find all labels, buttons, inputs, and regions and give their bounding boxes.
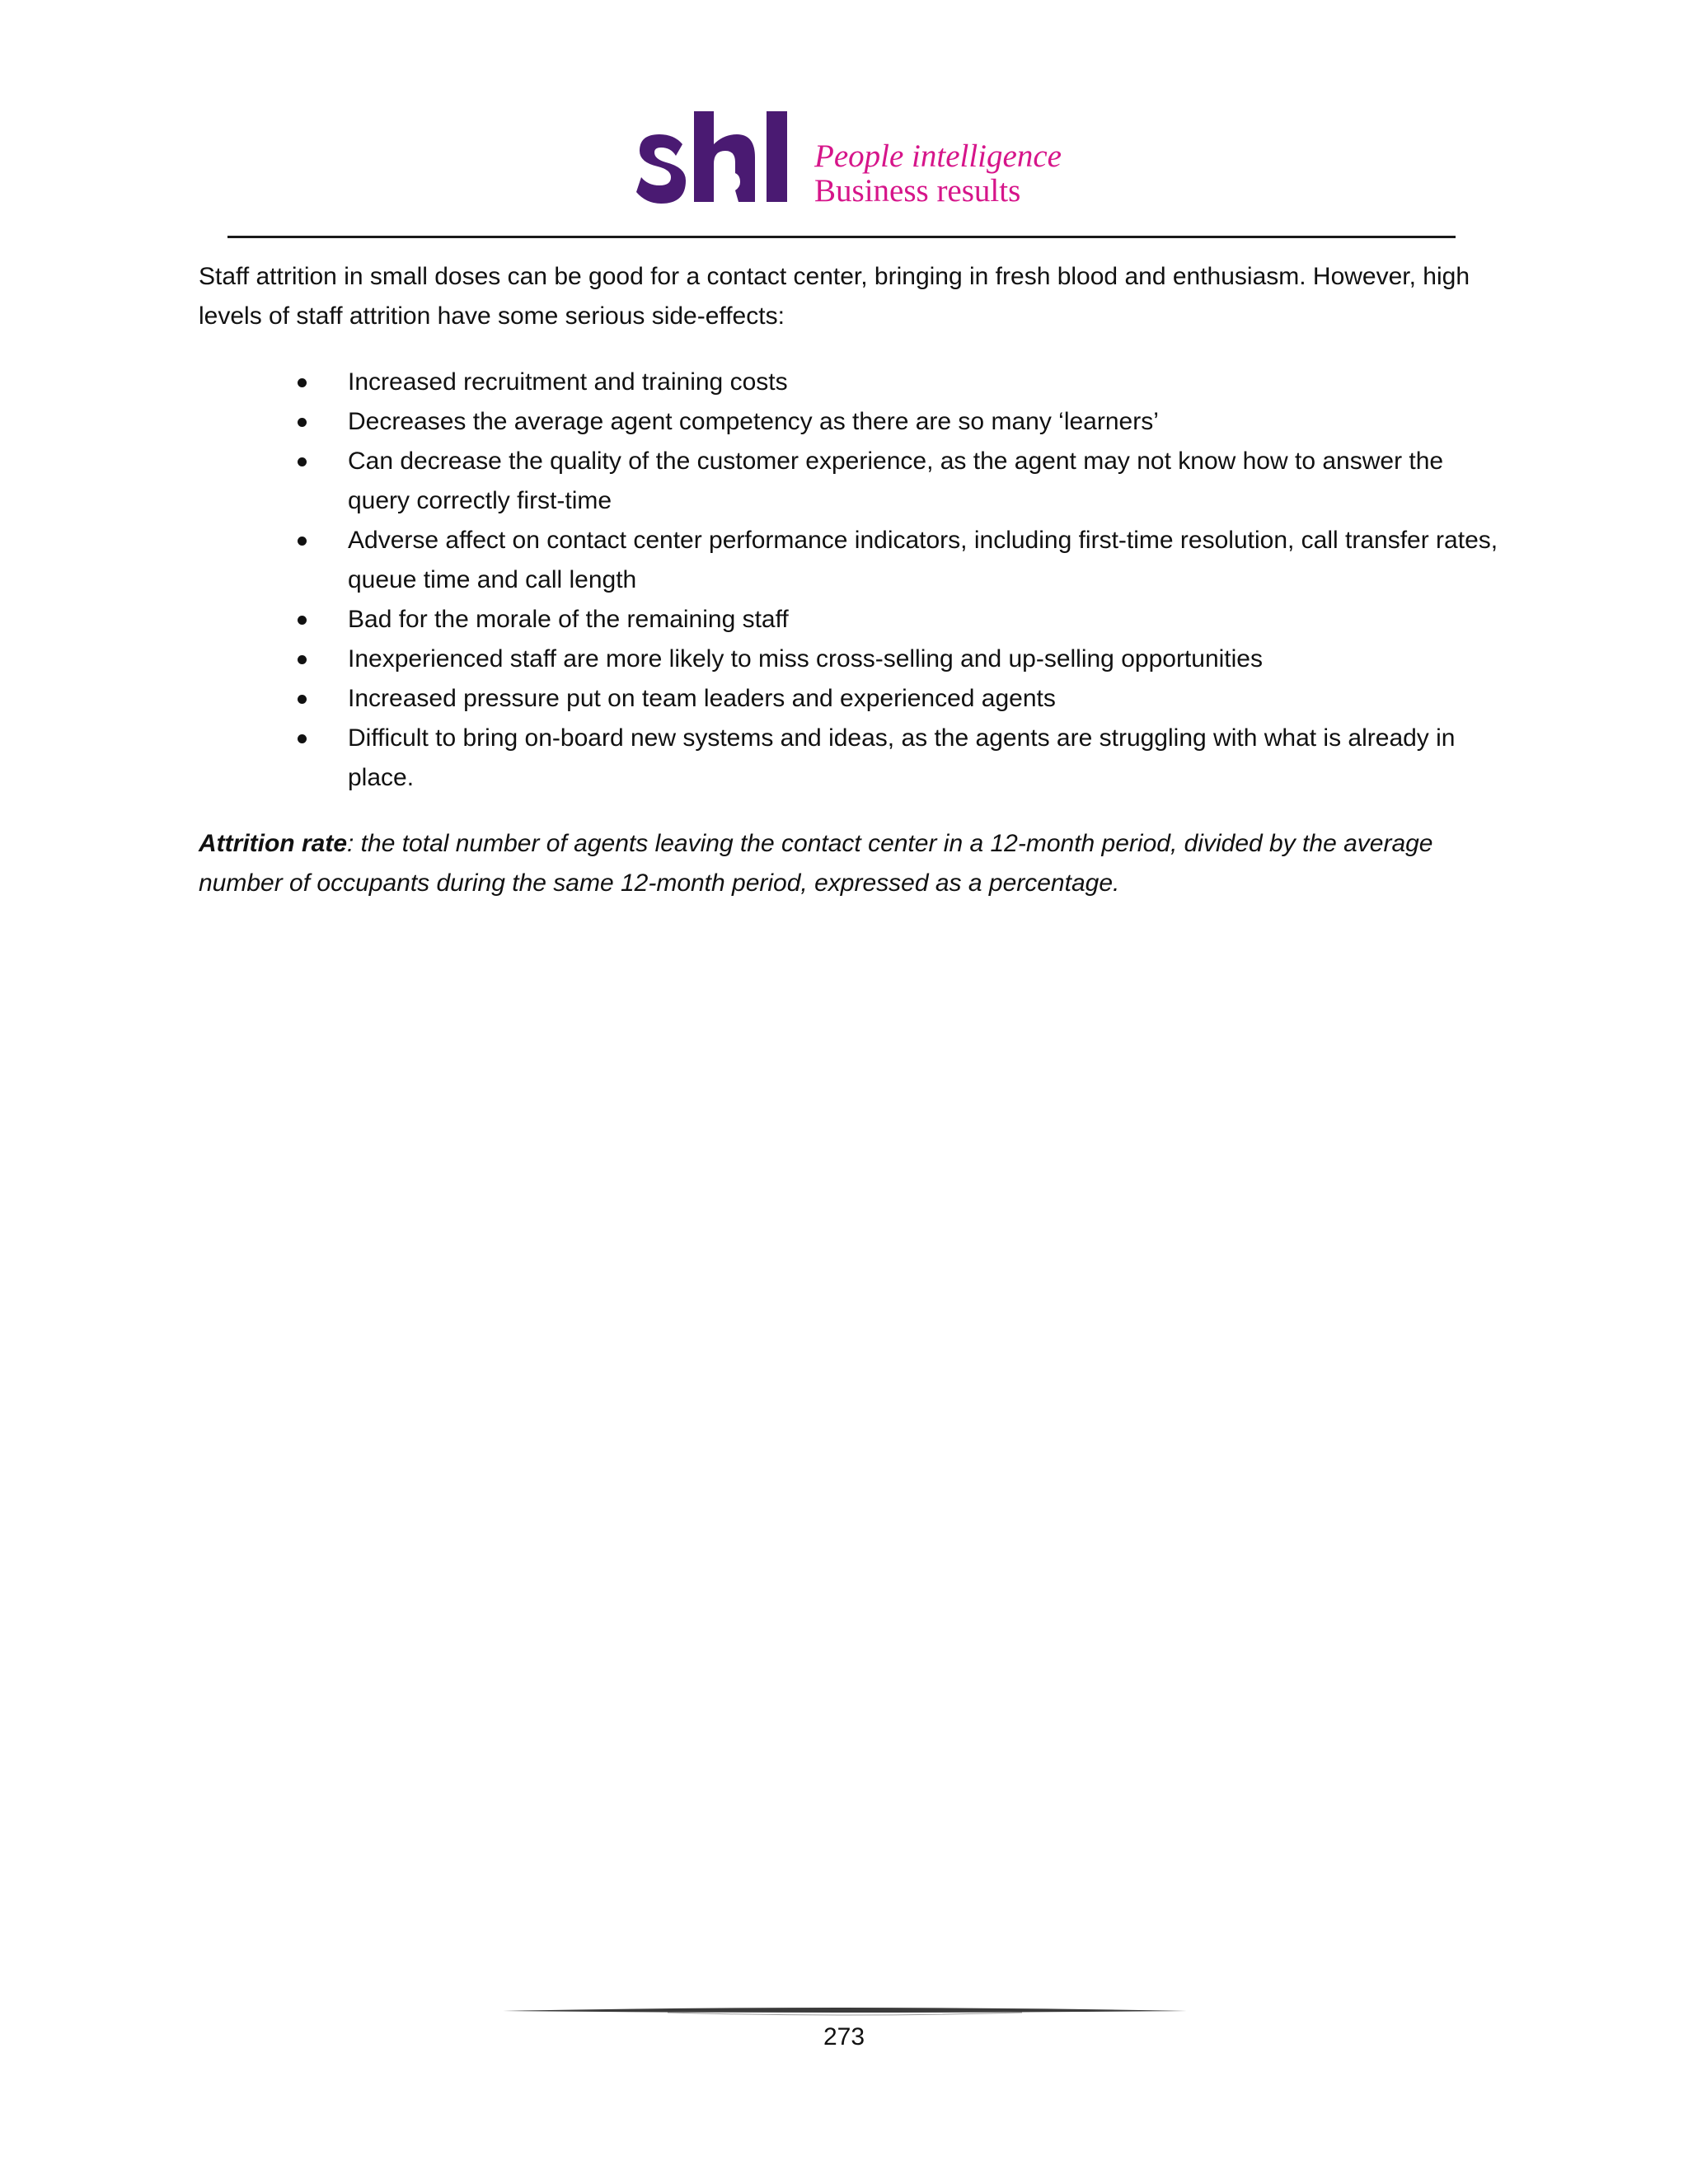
side-effects-list [199, 363, 1509, 798]
attrition-rate-definition [199, 824, 1509, 903]
bullet-icon [298, 734, 307, 743]
shl-logo [635, 111, 1063, 218]
list-item [199, 679, 1509, 719]
list-item [199, 521, 1509, 600]
list-item-text: Bad for the morale of the remaining staff [348, 606, 789, 633]
list-item-text: Increased pressure put on team leaders and experienced agents [348, 685, 1056, 712]
main-content [199, 257, 1509, 903]
bullet-icon [298, 695, 307, 704]
bullet-icon [298, 418, 307, 427]
header-divider [227, 236, 1456, 238]
list-item [199, 442, 1509, 521]
shl-wordmark [635, 111, 799, 214]
footer-divider [503, 2006, 1187, 2016]
list-item [199, 640, 1509, 679]
list-item-text: Decreases the average agent competency as there are so many ‘learners’ [348, 408, 1159, 435]
definition-text: : the total number of agents leaving the contact center in a 12-month period, divided by the average number of occupants during the same 12-month period, expressed as a percentage. [199, 830, 1433, 897]
bullet-icon [298, 616, 307, 625]
list-item-text: Increased recruitment and training costs [348, 368, 788, 396]
list-item [199, 402, 1509, 442]
bullet-icon [298, 537, 307, 546]
page-number: 273 [823, 2023, 865, 2050]
intro-paragraph: Staff attrition in small doses can be good for a contact center, bringing in fresh blood and enthusiasm. However, high levels of staff attrition have some serious side-effects: [199, 263, 1470, 330]
list-item-text: Difficult to bring on-board new systems and ideas, as the agents are struggling with what is already in place. [348, 724, 1456, 791]
list-item [199, 600, 1509, 640]
definition-term: Attrition rate [199, 830, 347, 857]
tagline-line-2: Business results [814, 173, 1021, 209]
bullet-icon [298, 457, 307, 466]
logo-tagline [814, 139, 1062, 209]
bullet-icon [298, 655, 307, 664]
tagline-line-1: People intelligence [814, 138, 1062, 174]
list-item-text: Adverse affect on contact center performance indicators, including first-time resolution, call transfer rates, queue time and call length [348, 527, 1498, 593]
list-item [199, 363, 1509, 402]
bullet-icon [298, 378, 307, 387]
list-item-text: Can decrease the quality of the customer experience, as the agent may not know how to answer the query correctly first-time [348, 448, 1444, 514]
list-item [199, 719, 1509, 798]
list-item-text: Inexperienced staff are more likely to miss cross-selling and up-selling opportunities [348, 645, 1263, 673]
